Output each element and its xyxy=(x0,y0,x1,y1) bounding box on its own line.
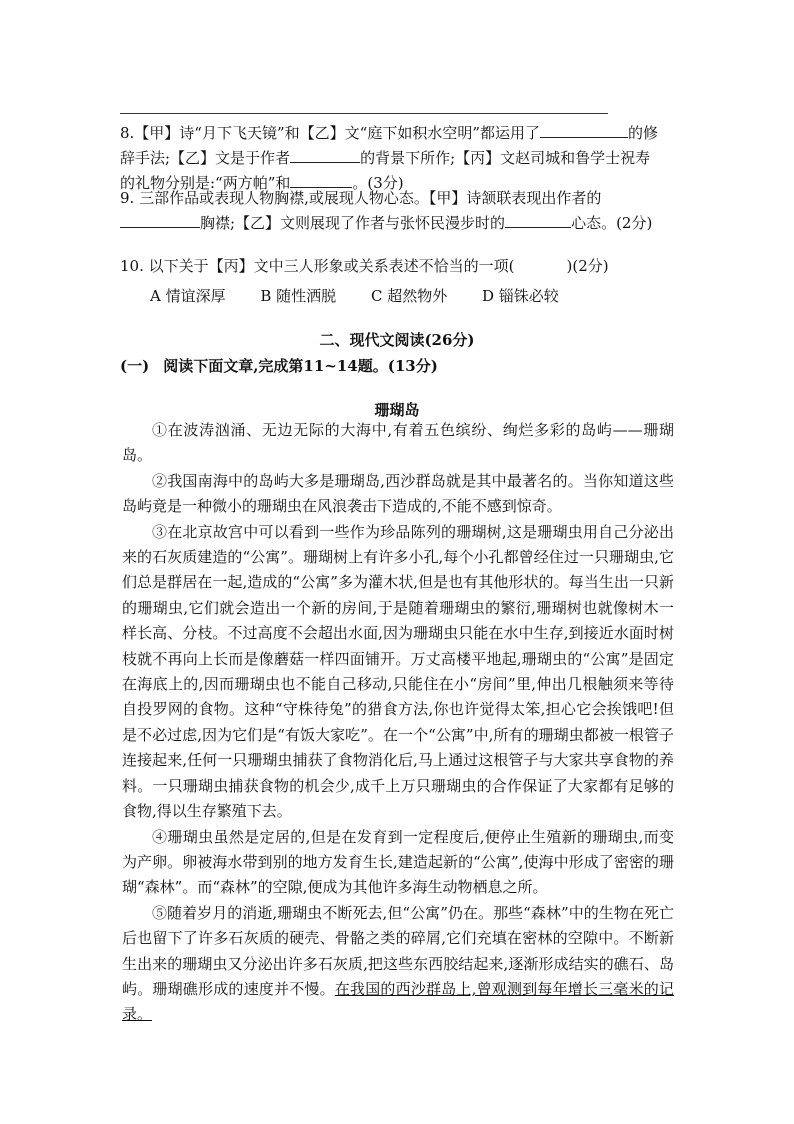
q8-text-4: 。(3分) xyxy=(352,174,404,192)
q8-text-1: 8.【甲】诗“月下飞天镜”和【乙】文“庭下如积水空明”都运用了 xyxy=(120,124,540,142)
section-title: 二、现代文阅读(26分) xyxy=(319,331,475,349)
subsection-heading xyxy=(120,355,438,376)
question-10 xyxy=(120,254,660,278)
answer-line xyxy=(120,113,608,114)
q9-text-1: 9. 三部作品或表现人物胸襟,或展现人物心态。【甲】诗颔联表现出作者的 xyxy=(120,189,602,207)
option-d[interactable]: D 锱铢必较 xyxy=(482,287,559,305)
subsection-number: (一) xyxy=(120,357,150,375)
question-9 xyxy=(120,186,660,235)
q10-emphasis: 不恰当 xyxy=(418,257,464,275)
question-8 xyxy=(120,120,660,195)
q10-text-2: 的一项( xyxy=(463,257,515,275)
subsection-text: 阅读下面文章,完成第11~14题。(13分) xyxy=(163,357,438,375)
q10-text-3: )(2分) xyxy=(566,257,609,275)
q8-blank-2[interactable] xyxy=(290,145,360,163)
q9-blank-2[interactable] xyxy=(505,210,571,228)
q9-text-2: 胸襟;【乙】文则展现了作者与张怀民漫步时的 xyxy=(200,214,506,232)
q9-blank-1[interactable] xyxy=(120,210,200,228)
option-c[interactable]: C 超然物外 xyxy=(370,287,448,305)
q8-text-3: 的背景下所作;【丙】文赵司城和鲁学士祝寿的礼物分别是:“两方帕”和 xyxy=(120,149,651,192)
article-paragraph-5 xyxy=(122,901,674,1028)
option-b[interactable]: B 随性洒脱 xyxy=(260,287,337,305)
paragraph-5-text: ⑤随着岁月的消逝,珊瑚虫不断死去,但“公寓”仍在。那些“森林”中的生物在死亡后也留下了许多石灰质的硬壳、骨骼之类的碎屑,它们充填在密林的空隙中。不断新生出来的珊瑚虫又分泌出许多石灰质,把这些东西胶结起来,逐渐形成结实的礁石、岛屿。珊瑚礁形成的速度并不慢。 xyxy=(122,903,674,998)
q9-text-3: 心态。(2分) xyxy=(571,214,653,232)
article-paragraph-2: ②我国南海中的岛屿大多是珊瑚岛,西沙群岛就是其中最著名的。当你知道这些岛屿竟是一种微小的珊瑚虫在风浪袭击下造成的,不能不感到惊奇。 xyxy=(122,471,674,516)
article-paragraph-1: ①在波涛汹涌、无边无际的大海中,有着五色缤纷、绚烂多彩的岛屿——珊瑚岛。 xyxy=(122,421,674,465)
underlined-sentence: 在我国的西沙群岛上,曾观测到每年增长三毫米的记录。 xyxy=(122,979,674,1024)
q8-blank-1[interactable] xyxy=(540,120,628,138)
article-title: 珊瑚岛 xyxy=(374,401,420,419)
article-body xyxy=(122,418,674,1028)
q8-text-2: 的修辞手法;【乙】文是于作者 xyxy=(120,124,659,167)
article-paragraph-4: ④珊瑚虫虽然是定居的,但是在发育到一定程度后,便停止生殖新的珊瑚虫,而变为产卵。卵被海水带到别的地方发育生长,建造起新的“公寓”,使海中形成了密密的珊瑚“森林”。而“森林”的空隙,便成为其他许多海生动物栖息之所。 xyxy=(122,827,674,897)
q10-text-1: 10. 以下关于【丙】文中三人形象或关系表述 xyxy=(120,257,419,275)
article-paragraph-3: ③在北京故宫中可以看到一些作为珍品陈列的珊瑚树,这是珊瑚虫用自己分泌出来的石灰质建造的“公寓”。珊瑚树上有许多小孔,每个小孔都曾经住过一只珊瑚虫,它们总是群居在一起,造成的“公寓”多为灌木状,但是也有其他形状的。每当生出一只新的珊瑚虫,它们就会造出一个新的房间,于是随着珊瑚虫的繁衍,珊瑚树也就像树木一样长高、分枝。不过高度不会超出水面,因为珊瑚虫只能在水中生存,到接近水面时树枝就不再向上长而是像蘑菇一样四面铺开。万丈高楼平地起,珊瑚虫的“公寓”是固定在海底上的,因而珊瑚虫也不能自己移动,只能住在小“房间”里,伸出几根触须来等待自投罗网的食物。这种“守株待兔”的猎食方法,你也许觉得太笨,担心它会挨饿吧!但是不必过虑,因为它们是“有饭大家吃”。在一个“公寓”中,所有的珊瑚虫都被一根管子连接起来,任何一只珊瑚虫捕获了食物消化后,马上通过这根管子与大家共享食物的养料。一只珊瑚虫捕获食物的机会少,成千上万只珊瑚虫的合作保证了大家都有足够的食物,得以生存繁殖下去。 xyxy=(122,522,674,821)
option-a[interactable]: A 情谊深厚 xyxy=(150,287,226,305)
q10-options xyxy=(150,284,589,308)
